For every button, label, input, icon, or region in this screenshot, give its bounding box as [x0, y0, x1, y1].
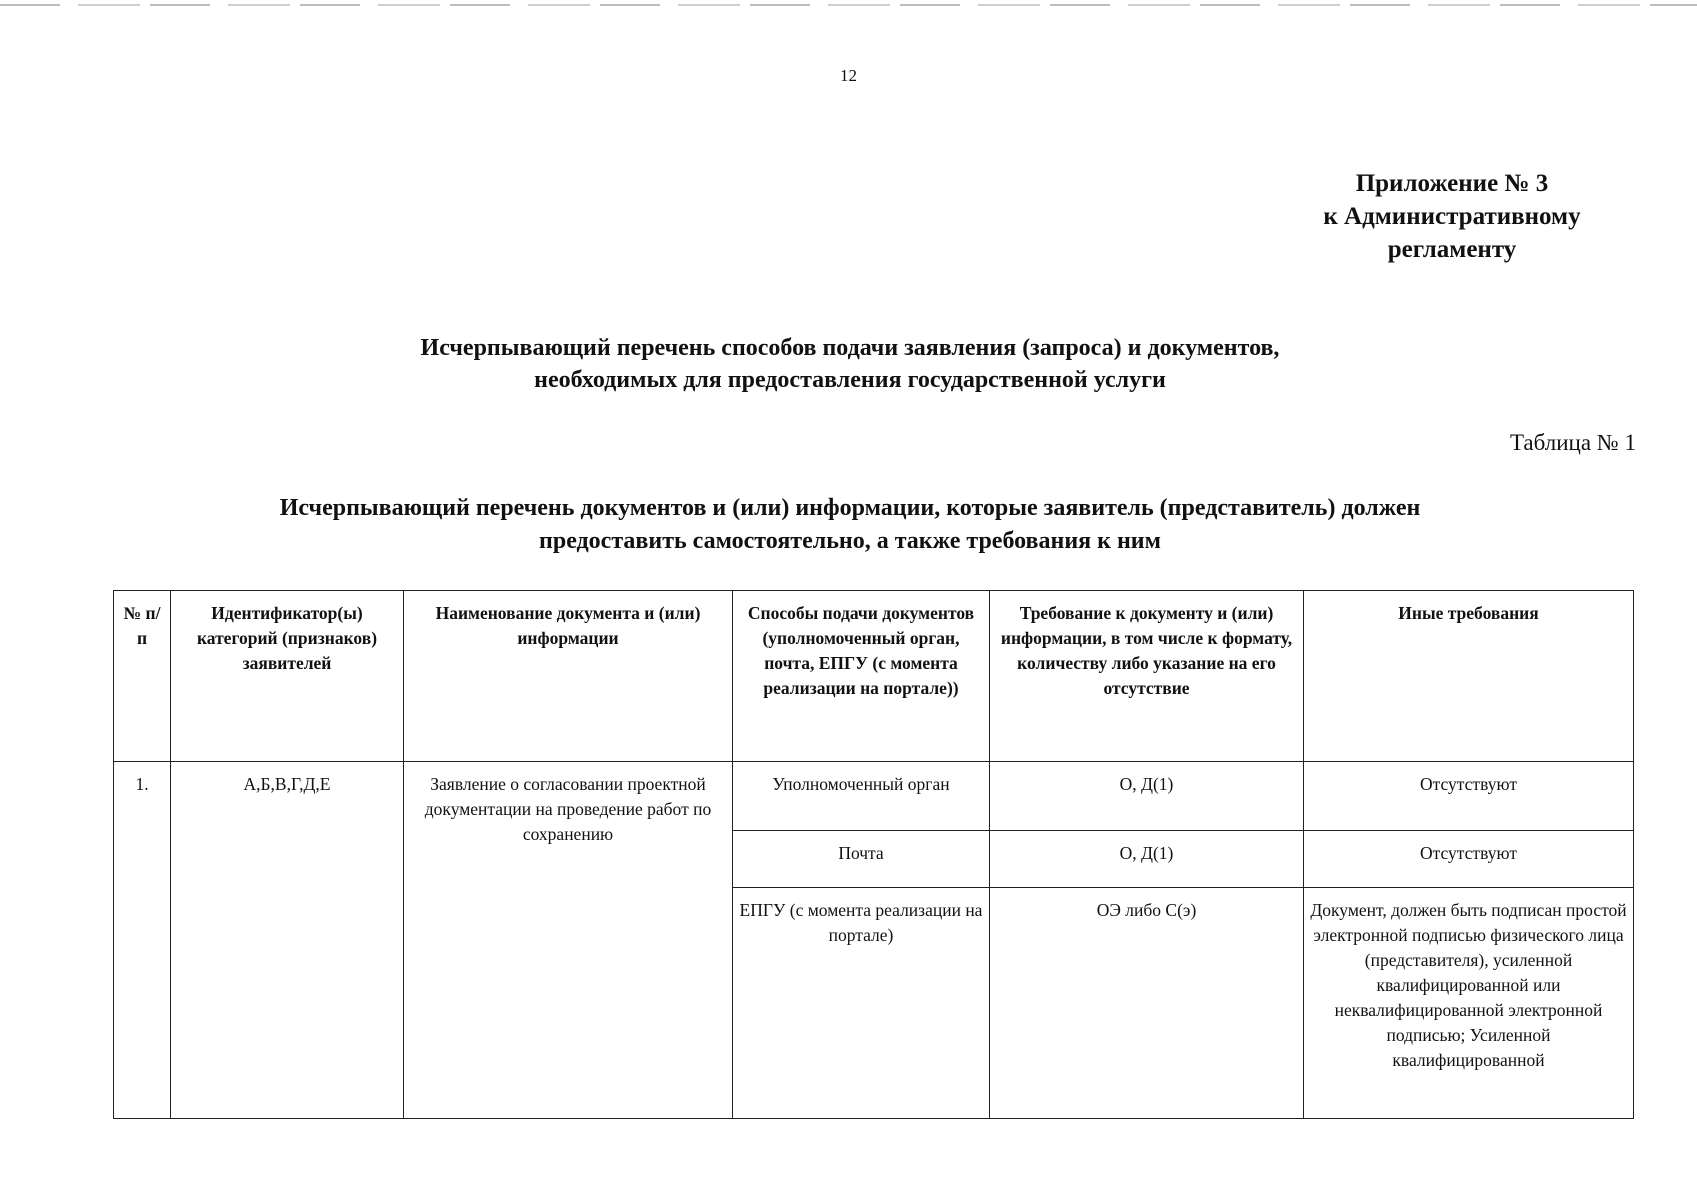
requirement-cell: ОЭ либо С(э): [990, 888, 1304, 1119]
main-title: [230, 332, 1470, 396]
other-cell: Документ, должен быть подписан простой электронной подписью физического лица (представителя), усиленной квалифицированной или неквалифицированной электронной подписью; Усиленной квалифицированной: [1304, 888, 1634, 1119]
row-identifiers: А,Б,В,Г,Д,Е: [171, 762, 404, 1119]
table-label: Таблица № 1: [1509, 430, 1636, 455]
table-row: [114, 762, 1634, 831]
row-document-name: Заявление о согласовании проектной документации на проведение работ по сохранению: [404, 762, 733, 1119]
header-submission-methods: Способы подачи документов (уполномоченный орган, почта, ЕПГУ (с момента реализации на портале)): [733, 591, 990, 762]
table-title: [130, 492, 1570, 558]
method-cell: Почта: [733, 831, 990, 888]
table-title-line-1: Исчерпывающий перечень документов и (или) информации, которые заявитель (представитель) должен: [279, 495, 1421, 521]
appendix-line-1: Приложение № 3: [1355, 170, 1549, 197]
requirement-cell: О, Д(1): [990, 762, 1304, 831]
appendix-line-3: регламенту: [1387, 236, 1517, 263]
other-cell: Отсутствуют: [1304, 831, 1634, 888]
header-requirements: Требование к документу и (или) информации, в том числе к формату, количеству либо указание на его отсутствие: [990, 591, 1304, 762]
table-header-row: [114, 591, 1634, 762]
appendix-heading: [1262, 167, 1642, 266]
other-cell: Отсутствуют: [1304, 762, 1634, 831]
header-identifiers: Идентификатор(ы) категорий (признаков) заявителей: [171, 591, 404, 762]
header-num: № п/п: [114, 591, 171, 762]
appendix-line-2: к Административному: [1323, 203, 1581, 230]
scan-edge-line: [0, 4, 1697, 6]
main-title-line-1: Исчерпывающий перечень способов подачи заявления (запроса) и документов,: [420, 335, 1280, 361]
documents-table: [113, 590, 1634, 1119]
method-cell: Уполномоченный орган: [733, 762, 990, 831]
header-document-name: Наименование документа и (или) информации: [404, 591, 733, 762]
row-number: 1.: [114, 762, 171, 1119]
main-title-line-2: необходимых для предоставления государственной услуги: [534, 367, 1166, 393]
page-number: 12: [840, 66, 857, 85]
header-other-requirements: Иные требования: [1304, 591, 1634, 762]
requirement-cell: О, Д(1): [990, 831, 1304, 888]
method-cell: ЕПГУ (с момента реализации на портале): [733, 888, 990, 1119]
table-title-line-2: предоставить самостоятельно, а также требования к ним: [539, 528, 1161, 554]
